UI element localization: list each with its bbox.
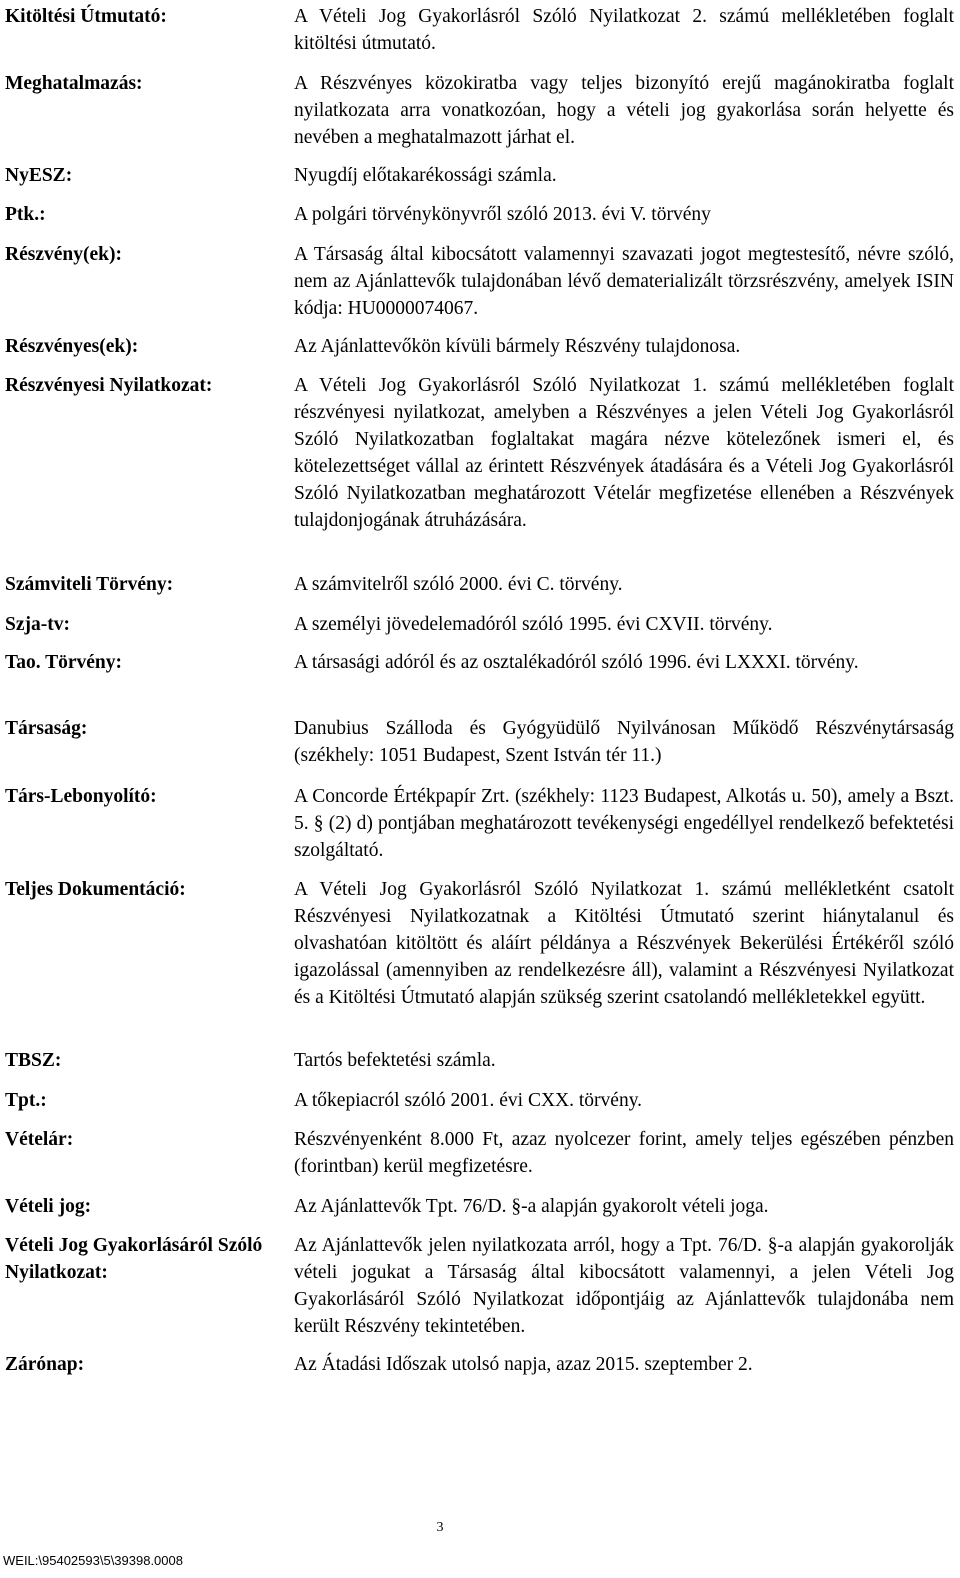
term-label: Részvényes(ek):	[5, 336, 139, 357]
term-description: Tartós befektetési számla.	[294, 1050, 496, 1071]
term-label: Számviteli Törvény:	[5, 574, 174, 595]
term-description: Az Átadási Időszak utolsó napja, azaz 2015. szeptember 2.	[294, 1354, 753, 1375]
page-number: 3	[436, 1520, 444, 1535]
term-label: Vételi jog:	[5, 1196, 92, 1217]
term-description: A Részvényes közokiratba vagy teljes bizonyító erejű magánokiratba foglalt nyilatkozata arra vonatkozóan, hogy a vételi jog gyakorlása során helyette és nevében a meghatalmazott járhat el.	[294, 73, 954, 148]
term-description: A Concorde Értékpapír Zrt. (székhely: 1123 Budapest, Alkotás u. 50), amely a Bszt. 5. § (2) d) pontjában meghatározott tevékenységi engedéllyel rendelkező befektetési szolgáltató.	[294, 786, 954, 861]
document-footer-id: WEIL:\95402593\5\39398.0008	[3, 1553, 183, 1568]
term-label: Ptk.:	[5, 204, 46, 225]
term-label: Meghatalmazás:	[5, 73, 143, 94]
term-description: A társasági adóról és az osztalékadóról szóló 1996. évi LXXXI. törvény.	[294, 652, 859, 673]
term-description: A polgári törvénykönyvről szóló 2013. évi V. törvény	[294, 204, 711, 225]
term-label: Tpt.:	[5, 1090, 47, 1111]
term-description: Az Ajánlattevőkön kívüli bármely Részvény tulajdonosa.	[294, 336, 741, 357]
term-label: NyESZ:	[5, 165, 73, 186]
term-description: Az Ajánlattevők jelen nyilatkozata arról, hogy a Tpt. 76/D. §-a alapján gyakorolják vételi jogukat a Társaság által kibocsátott valamennyi, a jelen Vételi Jog Gyakorlásáról Szóló Nyilatkozat időpontjáig az Ajánlattevők tulajdonába nem került Részvény tekintetében.	[294, 1235, 954, 1337]
term-label: Társaság:	[5, 718, 88, 739]
term-label: Kitöltési Útmutató:	[5, 6, 167, 27]
term-label: Zárónap:	[5, 1354, 85, 1375]
term-label: Részvényesi Nyilatkozat:	[5, 375, 213, 396]
term-label: Szja-tv:	[5, 614, 70, 635]
term-description: A Vételi Jog Gyakorlásról Szóló Nyilatkozat 1. számú mellékletében foglalt részvényesi nyilatkozat, amelyben a Részvényes a jelen Vételi Jog Gyakorlásról Szóló Nyilatkozatban foglaltakat magára nézve kötelezőnek ismeri el, és kötelezettséget vállal az érintett Részvények átadására és a Vételi Jog Gyakorlásról Szóló Nyilatkozatban meghatározott Vételár megfizetése ellenében a Részvények tulajdonjogának átruházására.	[294, 375, 954, 531]
term-description: Nyugdíj előtakarékossági számla.	[294, 165, 557, 186]
term-description: A tőkepiacról szóló 2001. évi CXX. törvény.	[294, 1090, 643, 1111]
term-description: Danubius Szálloda és Gyógyüdülő Nyilvánosan Működő Részvénytársaság (székhely: 1051 Budapest, Szent István tér 11.)	[294, 718, 954, 766]
term-description: A Vételi Jog Gyakorlásról Szóló Nyilatkozat 2. számú mellékletében foglalt kitöltési útmutató.	[294, 6, 954, 54]
term-description: A Vételi Jog Gyakorlásról Szóló Nyilatkozat 1. számú mellékletként csatolt Részvényesi Nyilatkozatnak a Kitöltési Útmutató szerint hiánytalanul és olvashatóan kitöltött és aláírt példánya a Részvények Bekerülési Értékéről szóló igazolással (amennyiben az rendelkezésre áll), valamint a Részvényesi Nyilatkozat és a Kitöltési Útmutató alapján szükség szerint csatolandó mellékletekkel együtt.	[294, 879, 954, 1008]
term-description: Az Ajánlattevők Tpt. 76/D. §-a alapján gyakorolt vételi joga.	[294, 1196, 769, 1217]
term-label: Vételár:	[5, 1129, 74, 1150]
term-label: Tao. Törvény:	[5, 652, 123, 673]
term-label: TBSZ:	[5, 1050, 62, 1071]
term-label: Részvény(ek):	[5, 244, 122, 265]
term-description: A Társaság által kibocsátott valamennyi szavazati jogot megtestesítő, névre szóló, nem az Ajánlattevők tulajdonában lévő dematerializált törzsrészvény, amelyek ISIN kódja: HU0000074067.	[294, 244, 954, 319]
term-description: A személyi jövedelemadóról szóló 1995. évi CXVII. törvény.	[294, 614, 773, 635]
term-description: A számvitelről szóló 2000. évi C. törvény.	[294, 574, 623, 595]
term-label: Teljes Dokumentáció:	[5, 879, 186, 900]
term-label: Társ-Lebonyolító:	[5, 786, 157, 807]
term-label: Vételi Jog Gyakorlásáról Szóló Nyilatkozat:	[5, 1235, 263, 1283]
term-description: Részvényenként 8.000 Ft, azaz nyolcezer forint, amely teljes egészében pénzben (forintban) kerül megfizetésre.	[294, 1129, 954, 1177]
